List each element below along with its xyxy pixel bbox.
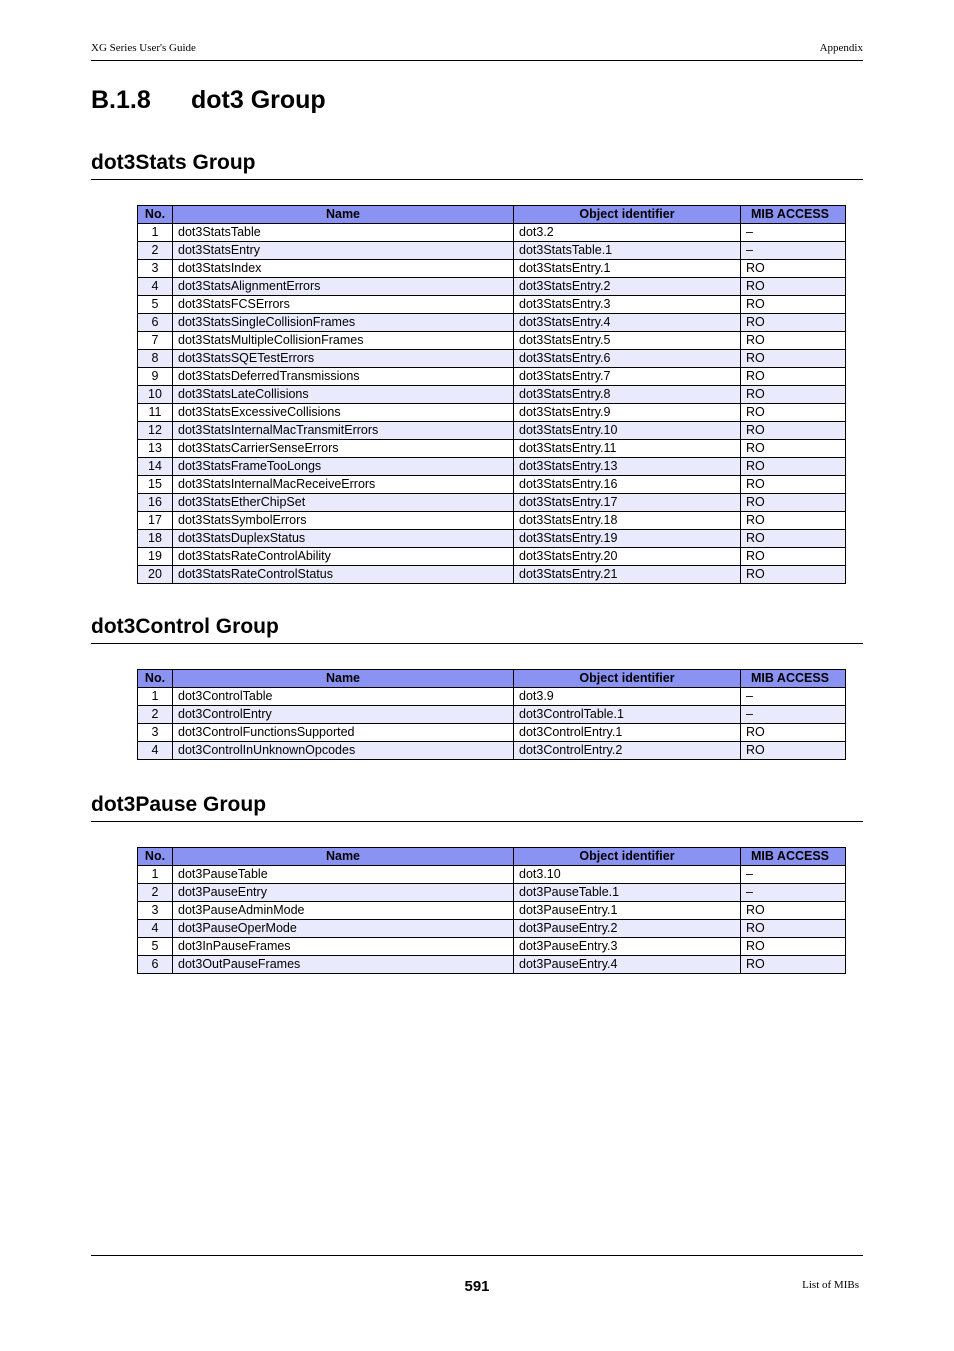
cell-no: 1 [138, 224, 173, 242]
cell-name: dot3StatsSQETestErrors [173, 350, 514, 368]
cell-access: RO [741, 938, 846, 956]
table-header-row [138, 670, 846, 688]
table-row [138, 368, 846, 386]
cell-access: RO [741, 314, 846, 332]
cell-no: 11 [138, 404, 173, 422]
table-row [138, 512, 846, 530]
table-dot3control [137, 669, 846, 760]
cell-oid: dot3StatsEntry.19 [514, 530, 741, 548]
cell-access: RO [741, 404, 846, 422]
col-header-name: Name [173, 206, 514, 224]
cell-name: dot3ControlInUnknownOpcodes [173, 742, 514, 760]
heading-dot3pause: dot3Pause Group [91, 793, 863, 822]
cell-no: 1 [138, 866, 173, 884]
cell-name: dot3StatsRateControlStatus [173, 566, 514, 584]
cell-oid: dot3StatsEntry.17 [514, 494, 741, 512]
cell-oid: dot3ControlEntry.2 [514, 742, 741, 760]
cell-oid: dot3StatsTable.1 [514, 242, 741, 260]
cell-no: 3 [138, 902, 173, 920]
cell-name: dot3StatsLateCollisions [173, 386, 514, 404]
col-header-access: MIB ACCESS [741, 670, 846, 688]
cell-oid: dot3StatsEntry.20 [514, 548, 741, 566]
table-row [138, 404, 846, 422]
cell-no: 3 [138, 724, 173, 742]
table-row [138, 706, 846, 724]
cell-name: dot3InPauseFrames [173, 938, 514, 956]
cell-access: RO [741, 440, 846, 458]
cell-access: RO [741, 476, 846, 494]
table-dot3pause [137, 847, 846, 974]
heading-dot3stats: dot3Stats Group [91, 151, 863, 180]
table-row [138, 458, 846, 476]
cell-access: RO [741, 368, 846, 386]
cell-access: RO [741, 386, 846, 404]
cell-access: RO [741, 956, 846, 974]
cell-no: 4 [138, 278, 173, 296]
cell-oid: dot3StatsEntry.1 [514, 260, 741, 278]
cell-no: 15 [138, 476, 173, 494]
col-header-oid: Object identifier [514, 848, 741, 866]
cell-oid: dot3StatsEntry.18 [514, 512, 741, 530]
table-row [138, 884, 846, 902]
cell-name: dot3PauseOperMode [173, 920, 514, 938]
cell-oid: dot3StatsEntry.7 [514, 368, 741, 386]
cell-no: 5 [138, 938, 173, 956]
table-row [138, 724, 846, 742]
cell-oid: dot3ControlTable.1 [514, 706, 741, 724]
cell-oid: dot3StatsEntry.8 [514, 386, 741, 404]
cell-oid: dot3.2 [514, 224, 741, 242]
heading-dot3control: dot3Control Group [91, 615, 863, 644]
table-row [138, 314, 846, 332]
cell-access: – [741, 884, 846, 902]
table-row [138, 476, 846, 494]
cell-name: dot3ControlEntry [173, 706, 514, 724]
table-row [138, 920, 846, 938]
cell-name: dot3PauseAdminMode [173, 902, 514, 920]
cell-access: – [741, 706, 846, 724]
table-row [138, 422, 846, 440]
cell-name: dot3StatsSingleCollisionFrames [173, 314, 514, 332]
cell-name: dot3ControlFunctionsSupported [173, 724, 514, 742]
cell-oid: dot3.9 [514, 688, 741, 706]
cell-no: 2 [138, 706, 173, 724]
cell-no: 2 [138, 242, 173, 260]
cell-access: RO [741, 530, 846, 548]
cell-name: dot3OutPauseFrames [173, 956, 514, 974]
cell-access: RO [741, 566, 846, 584]
cell-oid: dot3PauseEntry.1 [514, 902, 741, 920]
section-title: dot3 Group [191, 86, 326, 114]
cell-oid: dot3StatsEntry.3 [514, 296, 741, 314]
cell-name: dot3StatsDuplexStatus [173, 530, 514, 548]
cell-access: – [741, 866, 846, 884]
cell-no: 16 [138, 494, 173, 512]
table-row [138, 566, 846, 584]
table-row [138, 742, 846, 760]
cell-access: RO [741, 422, 846, 440]
table-row [138, 278, 846, 296]
cell-access: RO [741, 742, 846, 760]
cell-name: dot3StatsTable [173, 224, 514, 242]
cell-access: RO [741, 458, 846, 476]
cell-oid: dot3StatsEntry.10 [514, 422, 741, 440]
cell-name: dot3StatsMultipleCollisionFrames [173, 332, 514, 350]
cell-name: dot3StatsExcessiveCollisions [173, 404, 514, 422]
header-doc-title: XG Series User's Guide [91, 42, 196, 54]
cell-access: RO [741, 548, 846, 566]
cell-oid: dot3StatsEntry.6 [514, 350, 741, 368]
col-header-access: MIB ACCESS [741, 848, 846, 866]
cell-oid: dot3StatsEntry.21 [514, 566, 741, 584]
col-header-access: MIB ACCESS [741, 206, 846, 224]
table-header-row [138, 206, 846, 224]
page-number: 591 [464, 1278, 490, 1295]
cell-oid: dot3StatsEntry.16 [514, 476, 741, 494]
table-row [138, 296, 846, 314]
cell-name: dot3StatsFrameTooLongs [173, 458, 514, 476]
cell-no: 6 [138, 314, 173, 332]
cell-access: RO [741, 332, 846, 350]
cell-access: – [741, 224, 846, 242]
cell-name: dot3PauseEntry [173, 884, 514, 902]
table-row [138, 938, 846, 956]
col-header-oid: Object identifier [514, 206, 741, 224]
col-header-no: No. [138, 206, 173, 224]
cell-no: 14 [138, 458, 173, 476]
cell-name: dot3StatsRateControlAbility [173, 548, 514, 566]
cell-access: RO [741, 350, 846, 368]
cell-access: – [741, 688, 846, 706]
cell-oid: dot3PauseEntry.3 [514, 938, 741, 956]
table-row [138, 530, 846, 548]
cell-name: dot3StatsDeferredTransmissions [173, 368, 514, 386]
cell-no: 6 [138, 956, 173, 974]
table-dot3stats [137, 205, 846, 584]
cell-access: RO [741, 278, 846, 296]
col-header-oid: Object identifier [514, 670, 741, 688]
cell-name: dot3StatsIndex [173, 260, 514, 278]
cell-name: dot3PauseTable [173, 866, 514, 884]
cell-access: RO [741, 724, 846, 742]
cell-oid: dot3PauseEntry.2 [514, 920, 741, 938]
cell-name: dot3StatsInternalMacReceiveErrors [173, 476, 514, 494]
cell-name: dot3StatsSymbolErrors [173, 512, 514, 530]
cell-oid: dot3PauseEntry.4 [514, 956, 741, 974]
cell-access: RO [741, 512, 846, 530]
col-header-no: No. [138, 670, 173, 688]
cell-name: dot3StatsFCSErrors [173, 296, 514, 314]
cell-oid: dot3StatsEntry.5 [514, 332, 741, 350]
cell-name: dot3ControlTable [173, 688, 514, 706]
cell-oid: dot3StatsEntry.9 [514, 404, 741, 422]
cell-no: 4 [138, 742, 173, 760]
col-header-name: Name [173, 670, 514, 688]
cell-name: dot3StatsEntry [173, 242, 514, 260]
cell-access: RO [741, 260, 846, 278]
cell-oid: dot3PauseTable.1 [514, 884, 741, 902]
cell-access: RO [741, 296, 846, 314]
table-row [138, 688, 846, 706]
cell-no: 17 [138, 512, 173, 530]
table-row [138, 956, 846, 974]
cell-no: 12 [138, 422, 173, 440]
table-row [138, 350, 846, 368]
cell-name: dot3StatsInternalMacTransmitErrors [173, 422, 514, 440]
cell-no: 7 [138, 332, 173, 350]
table-row [138, 242, 846, 260]
table-row [138, 260, 846, 278]
cell-no: 4 [138, 920, 173, 938]
table-row [138, 440, 846, 458]
table-row [138, 494, 846, 512]
cell-no: 20 [138, 566, 173, 584]
cell-oid: dot3StatsEntry.4 [514, 314, 741, 332]
cell-oid: dot3ControlEntry.1 [514, 724, 741, 742]
section-number: B.1.8 [91, 86, 151, 114]
cell-name: dot3StatsAlignmentErrors [173, 278, 514, 296]
table-row [138, 386, 846, 404]
cell-access: RO [741, 494, 846, 512]
cell-no: 3 [138, 260, 173, 278]
cell-access: – [741, 242, 846, 260]
cell-no: 18 [138, 530, 173, 548]
cell-oid: dot3StatsEntry.11 [514, 440, 741, 458]
cell-oid: dot3StatsEntry.13 [514, 458, 741, 476]
cell-no: 10 [138, 386, 173, 404]
cell-access: RO [741, 920, 846, 938]
cell-name: dot3StatsCarrierSenseErrors [173, 440, 514, 458]
table-row [138, 866, 846, 884]
cell-no: 19 [138, 548, 173, 566]
table-row [138, 902, 846, 920]
table-row [138, 548, 846, 566]
page-header [91, 42, 863, 61]
cell-no: 9 [138, 368, 173, 386]
header-section: Appendix [819, 42, 863, 54]
page-footer [91, 1255, 863, 1296]
cell-no: 1 [138, 688, 173, 706]
cell-no: 2 [138, 884, 173, 902]
col-header-no: No. [138, 848, 173, 866]
col-header-name: Name [173, 848, 514, 866]
page-title [91, 86, 326, 115]
cell-no: 5 [138, 296, 173, 314]
table-row [138, 332, 846, 350]
cell-no: 13 [138, 440, 173, 458]
cell-access: RO [741, 902, 846, 920]
cell-name: dot3StatsEtherChipSet [173, 494, 514, 512]
footer-chapter: List of MIBs [802, 1279, 859, 1291]
cell-oid: dot3.10 [514, 866, 741, 884]
table-row [138, 224, 846, 242]
cell-no: 8 [138, 350, 173, 368]
cell-oid: dot3StatsEntry.2 [514, 278, 741, 296]
table-header-row [138, 848, 846, 866]
